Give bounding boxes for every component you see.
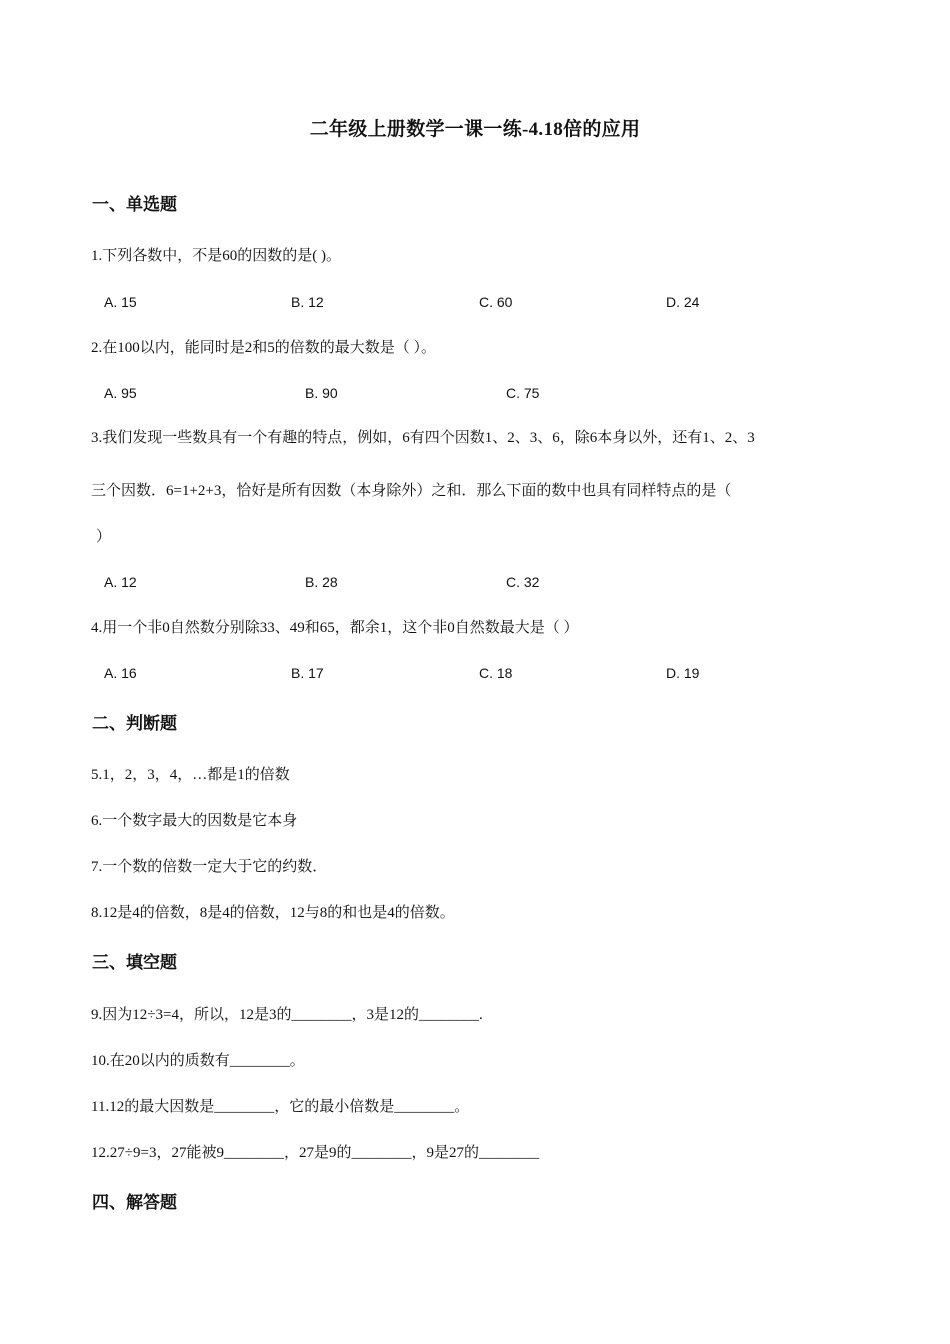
option-c: C. 75 — [506, 385, 540, 401]
question-7: 7.一个数的倍数一定大于它的约数． — [91, 859, 328, 875]
option-d: D. 24 — [666, 294, 700, 310]
option-b: B. 28 — [305, 574, 338, 590]
section-heading-answer: 四、解答题 — [92, 1193, 177, 1212]
option-c: C. 18 — [479, 665, 513, 681]
question-12: 12.27÷9=3，27能被9________，27是9的________，9是27的________ — [91, 1145, 539, 1161]
question-4: 4.用一个非0自然数分别除33、49和65，都余1，这个非0自然数最大是（ ） — [91, 620, 579, 636]
option-a: A. 95 — [104, 385, 137, 401]
question-6: 6.一个数字最大的因数是它本身 — [91, 813, 298, 829]
question-3-line-3: ） — [96, 529, 112, 545]
question-5: 5.1，2，3，4，…都是1的倍数 — [91, 767, 290, 783]
option-b: B. 17 — [291, 665, 324, 681]
question-10: 10.在20以内的质数有________。 — [91, 1053, 305, 1069]
question-3-line-1: 3.我们发现一些数具有一个有趣的特点，例如，6有四个因数1、2、3、6，除6本身以外，还有1、2、3 — [91, 430, 755, 446]
document-title: 二年级上册数学一课一练-4.18倍的应用 — [309, 119, 641, 140]
question-2: 2.在100以内，能同时是2和5的倍数的最大数是（ ）。 — [91, 340, 437, 356]
option-c: C. 32 — [506, 574, 540, 590]
question-3-line-2: 三个因数．6=1+2+3，恰好是所有因数（本身除外）之和．那么下面的数中也具有同样特点的是（ — [91, 483, 732, 499]
section-heading-fill-blank: 三、填空题 — [92, 953, 177, 972]
option-a: A. 12 — [104, 574, 137, 590]
option-c: C. 60 — [479, 294, 513, 310]
option-d: D. 19 — [666, 665, 700, 681]
question-8: 8.12是4的倍数，8是4的倍数，12与8的和也是4的倍数。 — [91, 905, 455, 921]
question-11: 11.12的最大因数是________，它的最小倍数是________。 — [91, 1099, 470, 1115]
option-a: A. 16 — [104, 665, 137, 681]
option-b: B. 12 — [291, 294, 324, 310]
section-heading-single-choice: 一、单选题 — [92, 195, 177, 214]
option-b: B. 90 — [305, 385, 338, 401]
question-1: 1.下列各数中，不是60的因数的是( )。 — [91, 248, 341, 264]
question-9: 9.因为12÷3=4，所以，12是3的________，3是12的________. — [91, 1007, 483, 1023]
option-a: A. 15 — [104, 294, 137, 310]
section-heading-true-false: 二、判断题 — [92, 714, 177, 733]
